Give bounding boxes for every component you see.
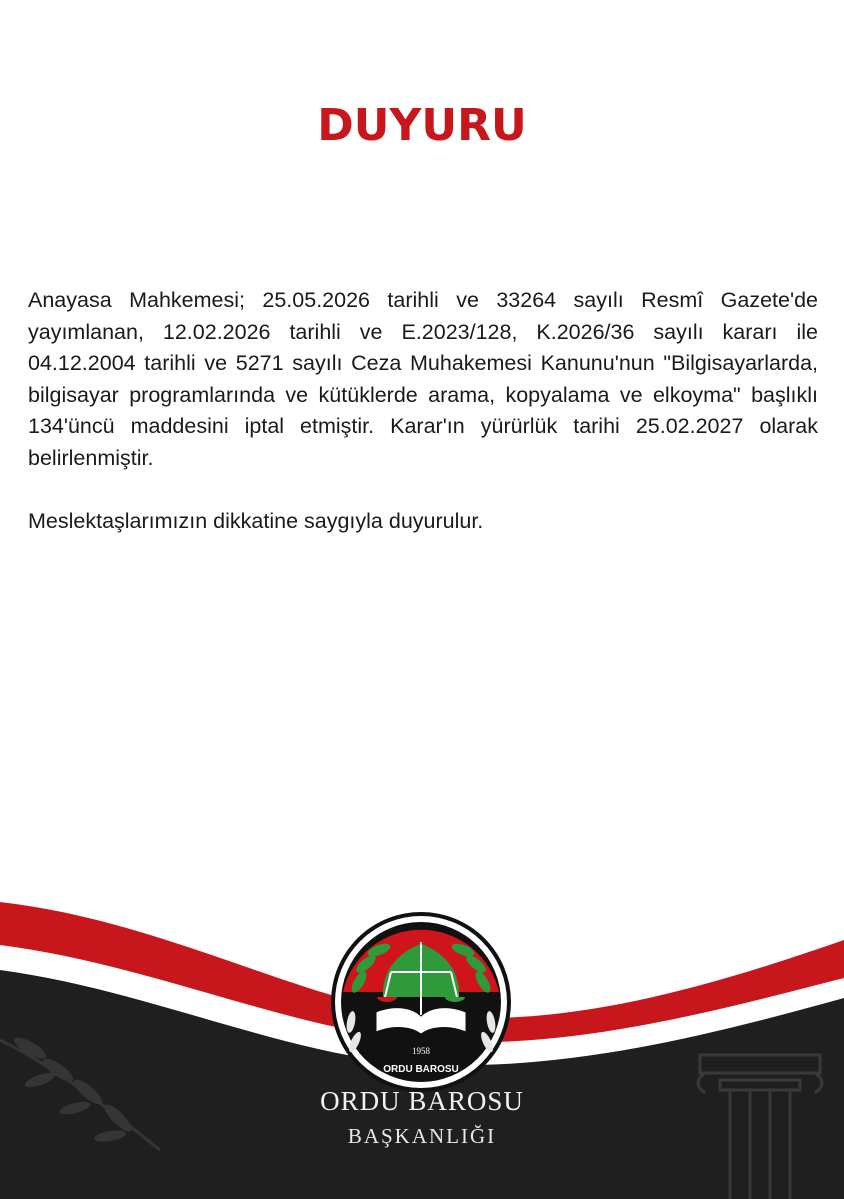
page-title: DUYURU [317,100,527,151]
footer-decoration [0,880,844,1199]
footer-org-name: ORDU BAROSU [320,1086,524,1116]
logo-ring-text: ORDU BAROSU [383,1064,459,1075]
closing-line: Meslektaşlarımızın dikkatine saygıyla duyurulur. [28,509,484,533]
logo-year: 1958 [412,1046,430,1056]
footer-org-subtitle: BAŞKANLIĞI [347,1124,497,1148]
announcement-body [28,285,818,538]
body-paragraph: Anayasa Mahkemesi; 25.05.2026 tarihli ve 33264 sayılı Resmî Gazete'de yayımlanan, 12.02.2026 tarihli ve E.2023/128, K.2026/36 sayılı kararı ile 04.12.2004 tarihli ve 5271 sayılı Ceza Muhakemesi Kanunu'nun "Bilgisayarlarda, bilgisayar programlarında ve kütüklerde arama, kopyalama ve elkoyma" başlıklı 134'üncü maddesini iptal etmiştir. Karar'ın yürürlük tarihi 25.02.2027 olarak belirlenmiştir. [28,288,818,470]
bar-association-logo [331,912,511,1092]
